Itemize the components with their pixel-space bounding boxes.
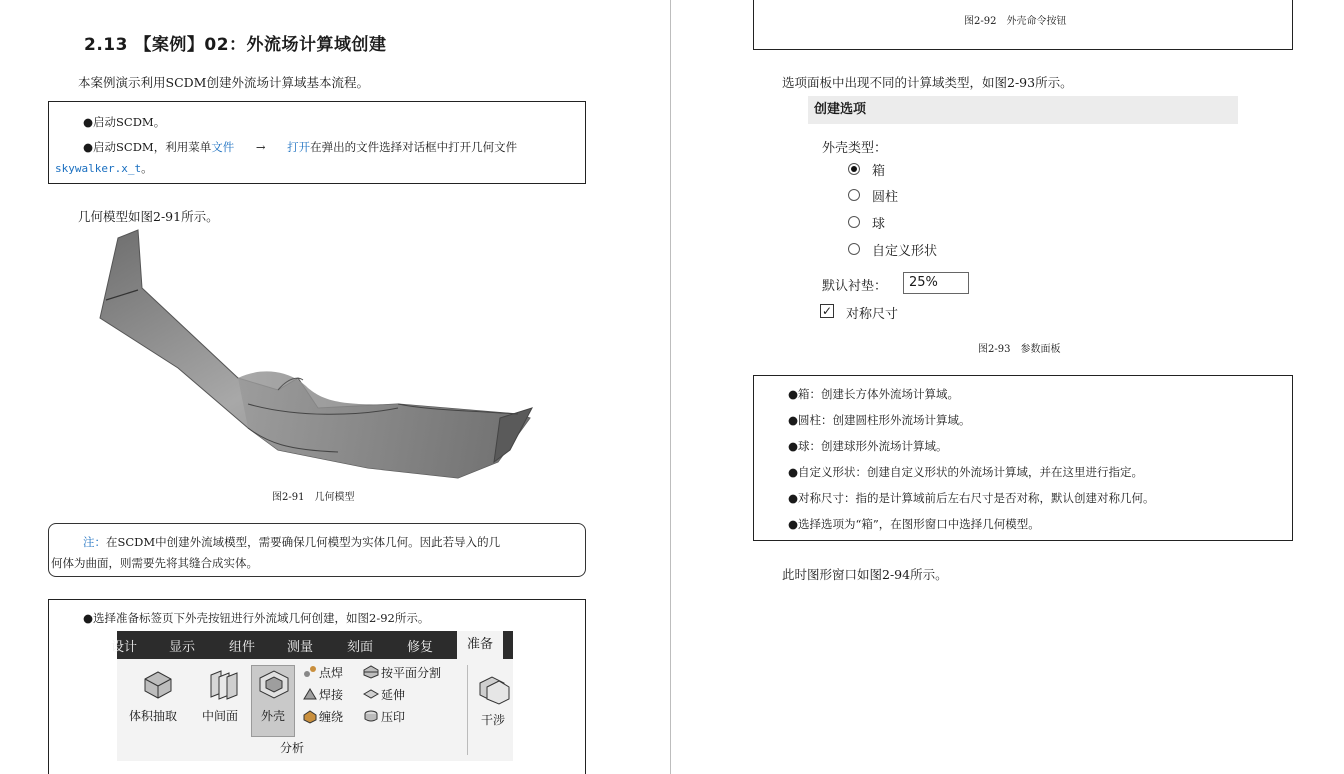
radio-cylinder[interactable] <box>848 189 860 201</box>
wrap-button[interactable]: 缠绕 <box>319 710 344 724</box>
option-custom-shape-label: 自定义形状 <box>872 244 938 259</box>
shell-type-label: 外壳类型： <box>822 141 888 156</box>
tab-repair[interactable]: 修复 <box>407 640 434 655</box>
interference-button[interactable]: 干涉 <box>481 713 506 727</box>
note-box <box>48 523 586 577</box>
split-by-plane-icon <box>363 665 379 679</box>
menu-file-link: 文件 <box>211 140 235 154</box>
prepare-ribbon <box>111 631 513 761</box>
bullet-custom-shape: ●自定义形状：创建自定义形状的外流场计算域，并在这里进行指定。 <box>788 465 1144 479</box>
tab-measure[interactable]: 测量 <box>287 640 314 655</box>
ribbon-group-separator <box>467 665 468 755</box>
tab-design[interactable]: 设计 <box>111 640 138 655</box>
bullet-cylinder-option: ●圆柱：创建圆柱形外流场计算域。 <box>788 413 971 427</box>
padding-input[interactable]: 25% <box>903 272 969 294</box>
enclosure-button[interactable]: 外壳 <box>261 709 286 723</box>
menu-arrow: → <box>255 140 266 154</box>
fig92-box <box>753 0 1293 50</box>
interference-icon <box>477 673 511 705</box>
intro-text: 本案例演示利用SCDM创建外流场计算域基本流程。 <box>78 75 369 90</box>
bullet-symmetric-size: ●对称尺寸：指的是计算域前后左右尺寸是否对称，默认创建对称几何。 <box>788 491 1155 505</box>
note-label: 注： <box>83 535 106 549</box>
radio-box[interactable] <box>848 163 860 175</box>
tab-prepare[interactable]: 准备 <box>457 631 503 659</box>
symmetric-checkbox[interactable]: ✓ <box>821 304 833 318</box>
spot-weld-button[interactable]: 点焊 <box>319 666 344 680</box>
spot-weld-icon <box>303 665 317 679</box>
tab-facets[interactable]: 刻面 <box>347 640 374 655</box>
option-sphere-label: 球 <box>872 217 886 232</box>
weld-icon <box>303 687 317 701</box>
bullet-sphere-option: ●球：创建球形外流场计算域。 <box>788 439 948 453</box>
fig93-caption: 图2-93 参数面板 <box>978 344 1061 355</box>
bullet-box-option: ●箱：创建长方体外流场计算域。 <box>788 387 960 401</box>
fig91-caption: 图2-91 几何模型 <box>272 492 355 503</box>
option-box-label: 箱 <box>872 164 886 179</box>
tab-display[interactable]: 显示 <box>169 640 196 655</box>
radio-sphere[interactable] <box>848 216 860 228</box>
note-line-2: 何体为曲面，则需要先将其缝合成实体。 <box>51 556 258 570</box>
imprint-icon <box>363 709 379 723</box>
step-line-3-suffix: 。 <box>141 161 153 175</box>
ribbon-tab-bar <box>111 631 513 659</box>
symmetric-label: 对称尺寸 <box>846 307 899 322</box>
tab-assembly[interactable]: 组件 <box>229 640 256 655</box>
step-line-2-prefix: ●启动SCDM，利用菜单 <box>83 140 212 154</box>
extend-icon <box>363 687 379 701</box>
fig92-caption: 图2-92 外壳命令按钮 <box>964 16 1067 27</box>
model-text: 几何模型如图2-91所示。 <box>78 209 219 224</box>
bullet-box <box>753 375 1293 541</box>
bullet-select-box: ●选择选项为“箱”，在图形窗口中选择几何模型。 <box>788 517 1040 531</box>
note-line-1-text: 在SCDM中创建外流域模型，需要确保几何模型为实体几何。因此若导入的几 <box>106 535 501 549</box>
section-title: 2.13 【案例】02：外流场计算域创建 <box>84 35 387 55</box>
extend-button[interactable]: 延伸 <box>381 688 406 702</box>
page-divider <box>670 0 671 774</box>
weld-button[interactable]: 焊接 <box>319 688 344 702</box>
imprint-button[interactable]: 压印 <box>381 710 406 724</box>
note-line-1 <box>83 534 500 550</box>
create-options-panel <box>808 96 1238 328</box>
radio-custom-shape[interactable] <box>848 243 860 255</box>
geometry-filename: skywalker.x_t <box>55 162 142 175</box>
step-line-3 <box>55 160 153 176</box>
volume-extract-button[interactable]: 体积抽取 <box>129 709 178 723</box>
step-line-2-suffix: 在弹出的文件选择对话框中打开几何文件 <box>310 140 518 154</box>
step-line-2 <box>83 139 517 155</box>
padding-label: 默认衬垫： <box>822 279 888 294</box>
menu-open-link: 打开 <box>287 140 311 154</box>
wrap-icon <box>303 709 317 723</box>
option-cylinder-label: 圆柱 <box>872 190 899 205</box>
options-text: 选项面板中出现不同的计算域类型，如图2-93所示。 <box>782 75 1073 90</box>
enclosure-icon <box>257 669 291 699</box>
step-box-2-line: ●选择准备标签页下外壳按钮进行外流域几何创建，如图2-92所示。 <box>83 611 430 625</box>
window-text: 此时图形窗口如图2-94所示。 <box>782 567 948 582</box>
options-header: 创建选项 <box>808 96 1238 124</box>
step-line-1: ●启动SCDM。 <box>83 115 166 129</box>
volume-extract-icon <box>141 669 175 699</box>
aircraft-model-figure <box>98 228 538 480</box>
split-by-plane-button[interactable]: 按平面分割 <box>381 666 442 680</box>
midsurface-icon <box>207 669 241 699</box>
step-box-1 <box>48 101 586 184</box>
midsurface-button[interactable]: 中间面 <box>202 709 239 723</box>
analysis-group-label: 分析 <box>280 741 305 755</box>
tab-bar-end <box>503 631 513 659</box>
